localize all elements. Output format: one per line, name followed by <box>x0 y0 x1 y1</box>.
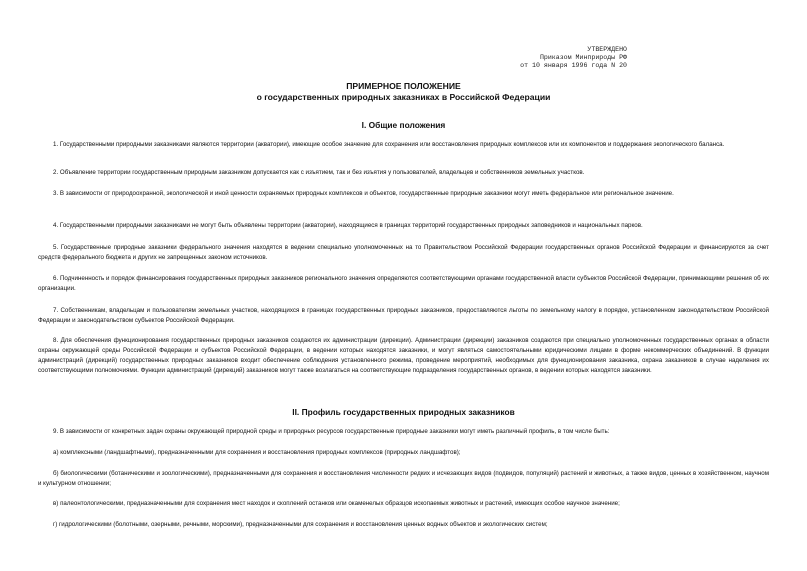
paragraph-1: 1. Государственными природными заказниками являются территории (акватории), имеющие особое значение для сохранения или восстановления природных комплексов или их компонентов и поддержания экологического баланса. <box>53 141 725 148</box>
title-line-1: ПРИМЕРНОЕ ПОЛОЖЕНИЕ <box>346 81 461 91</box>
paragraph-5: 5. Государственные природные заказники федерального значения находятся в ведении специально уполномоченных на то Правительством Российской Федерации государственных органов Российской Федерации и финансируются за счет средств федерального бюджета и других не запрещенных законом источников. <box>38 244 769 261</box>
paragraph-9: 9. В зависимости от конкретных задач охраны окружающей природной среды и природных ресурсов государственные природные заказники могут иметь различный профиль, в том числе быть: <box>53 428 610 435</box>
section-1-heading: I. Общие положения <box>361 120 446 130</box>
paragraph-3: 3. В зависимости от природоохранной, экологической и иной ценности охраняемых природных комплексов и объектов, государственные природные заказники могут иметь федеральное или региональное значение. <box>53 190 674 197</box>
paragraph-9b: б) биологическими (ботаническими и зоологическими), предназначенными для сохранения и восстановления численности редких и исчезающих видов (подвидов, популяций) растений и животных, а также видов, ценных в хозяйственном, научном и культурном отношении; <box>38 470 769 487</box>
paragraph-6: 6. Подчиненность и порядок финансирования государственных природных заказников регионального значения определяются соответствующими органами государственной власти субъектов Российской Федерации, принимающими решения об их организации. <box>38 275 769 292</box>
paragraph-2: 2. Объявление территории государственным природным заказником допускается как с изъятием, так и без изъятия у пользователей, владельцев и собственников земельных участков. <box>53 169 585 176</box>
section-2-heading: II. Профиль государственных природных заказников <box>292 407 515 417</box>
paragraph-7: 7. Собственникам, владельцам и пользователям земельных участков, находящихся в границах государственных природных заказников, предоставляются льготы по земельному налогу в порядке, установленном законодательством Российской Федерации и законодательством субъектов Российской Федерации. <box>38 307 769 324</box>
approval-line-1: УТВЕРЖДЕНО <box>587 46 627 53</box>
title-line-2: о государственных природных заказниках в Российской Федерации <box>256 92 551 102</box>
paragraph-9a: а) комплексными (ландшафтными), предназначенными для сохранения и восстановления природных комплексов (природных ландшафтов); <box>53 449 461 456</box>
approval-line-3: от 10 января 1996 года N 20 <box>520 62 627 69</box>
approval-line-2: Приказом Минприроды РФ <box>539 54 627 61</box>
approval-stamp <box>520 46 627 70</box>
paragraph-9g: г) гидрологическими (болотными, озерными, речными, морскими), предназначенными для сохранения и восстановления ценных водных объектов и экологических систем; <box>53 521 548 528</box>
paragraph-8: 8. Для обеспечения функционирования государственных природных заказников создаются их администрации (дирекции). Администрации (дирекции) заказников создаются при специально уполномоченных государственных органах в области охраны окружающей среды Российской Федерации и субъектов Российской Федерации, в ведении которых находятся заказники, и могут являться самостоятельными юридическими лицами в форме некоммерческих объединений. В функции администраций (дирекций) государственных природных заказников входит обеспечение соблюдения установленного режима, проведение мероприятий, необходимых для функционирования заказника, охрана заказников в случае наделения их соответствующими полномочиями. Функции администраций (дирекций) заказников могут также возлагаться на соответствующие подразделения государственных органов, в ведении которых находятся заказники. <box>38 337 769 374</box>
document-title <box>0 81 807 103</box>
paragraph-9v: в) палеонтологическими, предназначенными для сохранения мест находок и скоплений останков или окаменелых образцов ископаемых животных и растений, имеющих особое научное значение; <box>53 500 620 507</box>
paragraph-4: 4. Государственными природными заказниками не могут быть объявлены территории (акватории), находящиеся в границах территорий государственных природных заповедников и национальных парков. <box>53 222 643 229</box>
